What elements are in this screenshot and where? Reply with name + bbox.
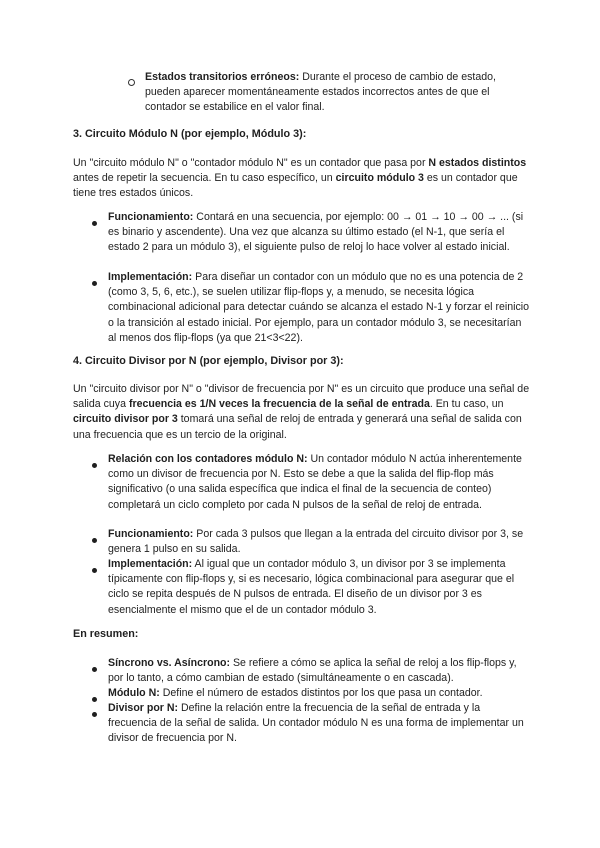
summary-item-modulo xyxy=(108,686,528,701)
summary-item-sync xyxy=(108,656,528,686)
item-text: Por cada 3 pulsos que llegan a la entrada del circuito divisor por 3, se genera 1 pulso en su salida. xyxy=(108,528,524,556)
item-text: Define la relación entre la frecuencia de la señal de entrada y la frecuencia de la señal de salida. Un contador módulo N es una forma de implementar un divisor de frecuencia por N. xyxy=(108,702,524,745)
s4-item-funcionamiento xyxy=(108,527,528,557)
item-title: Relación con los contadores módulo N: xyxy=(108,453,308,465)
intro-text: . En tu caso, un xyxy=(429,398,504,411)
s4-item-implementacion xyxy=(108,557,530,618)
s3-item-implementacion xyxy=(108,270,530,346)
item-title: Módulo N: xyxy=(108,687,160,699)
circle-bullet-icon xyxy=(128,76,135,91)
s4-item-relacion xyxy=(108,452,528,513)
item-title: Funcionamiento: xyxy=(108,211,194,223)
summary-heading: En resumen: xyxy=(73,628,139,640)
bullet-icon xyxy=(92,216,97,231)
intro-text: antes de repetir la secuencia. En tu caso específico, un xyxy=(73,172,336,185)
item-text: Para diseñar un contador con un módulo que no es una potencia de 2 (como 3, 5, 6, etc.), se suelen utilizar flip-flops y, a menudo, se necesita lógica combinacional adicional para detectar cuándo se alcanza el estado N-1 y forzar el reinicio o la transición al estado inicial. Por ejemplo, para un contador módulo 3, se necesitarían al menos dos flip-flops (ya que 21<3<22). xyxy=(108,271,530,344)
section-3-heading: 3. Circuito Módulo N (por ejemplo, Módulo 3): xyxy=(73,128,307,140)
section-3-intro xyxy=(73,156,528,202)
s3-item-funcionamiento xyxy=(108,210,528,256)
intro-bold: circuito divisor por 3 xyxy=(73,413,178,426)
bullet-icon xyxy=(92,563,97,578)
item-title: Síncrono vs. Asíncrono: xyxy=(108,657,231,669)
intro-bold: circuito módulo 3 xyxy=(335,172,424,185)
item-text: Define el número de estados distintos por los que pasa un contador. xyxy=(159,687,483,699)
item-text: Al igual que un contador módulo 3, un divisor por 3 se implementa típicamente con flip-flops y, si es necesario, lógica combinacional para asegurar que el ciclo se repita después de N pulsos de entrada. El diseño de un divisor por 3 es esencialmente el mismo que el de un contador módulo 3. xyxy=(108,558,515,616)
item-title: Divisor por N: xyxy=(108,702,179,714)
bullet-icon xyxy=(92,458,97,473)
bullet-icon xyxy=(92,533,97,548)
item-text: Un contador módulo N actúa inherentemente como un divisor de frecuencia por N. Esto se debe a que la salida del flip-flop más significativo (o una salida específica que indica el final de la secuencia de conteo) completará un ciclo completo por cada N pulsos de la señal de reloj de entrada. xyxy=(108,453,522,511)
intro-text: tomará una señal de reloj de entrada y generará una señal de salida con una frecuencia que es un tercio de la original. xyxy=(73,413,522,441)
item-text: Se refiere a cómo se aplica la señal de reloj a los flip-flops y, por lo tanto, a cómo cambian de estado (simultáneamente o en cascada). xyxy=(108,657,517,685)
intro-bold: frecuencia es 1/N veces la frecuencia de la señal de entrada xyxy=(128,398,430,411)
item-title: Implementación: xyxy=(108,271,193,283)
item-title: Implementación: xyxy=(108,558,193,570)
item-title: Funcionamiento: xyxy=(108,528,194,540)
bullet-icon xyxy=(92,692,97,707)
bullet-icon xyxy=(92,276,97,291)
bullet-icon xyxy=(92,662,97,677)
intro-text: es un contador que tiene tres estados únicos. xyxy=(73,172,518,200)
item-text: Durante el proceso de cambio de estado, pueden aparecer momentáneamente estados incorrectos antes de que el contador se estabilice en el valor final. xyxy=(145,71,496,114)
item-text: Contará en una secuencia, por ejemplo: 00 → 01 → 10 → 00 → ... (si es binario y ascendente). Una vez que alcanza su último estado (el N-1, que sería el estado 2 para un módulo 3), el siguiente pulso de reloj lo hace volver al estado inicial. xyxy=(108,211,524,254)
item-title: Estados transitorios erróneos: xyxy=(145,71,300,83)
section-4-heading: 4. Circuito Divisor por N (por ejemplo, Divisor por 3): xyxy=(73,355,344,367)
intro-bold: N estados distintos xyxy=(428,157,527,169)
intro-text: Un "circuito divisor por N" o "divisor de frecuencia por N" es un circuito que produce una señal de salida cuya xyxy=(73,383,530,411)
summary-item-divisor xyxy=(108,701,528,747)
bullet-icon xyxy=(92,707,97,722)
section-4-intro xyxy=(73,382,533,443)
transient-states-item xyxy=(145,70,525,116)
intro-text: Un "circuito módulo N" o "contador módulo N" es un contador que pasa por xyxy=(73,157,429,169)
